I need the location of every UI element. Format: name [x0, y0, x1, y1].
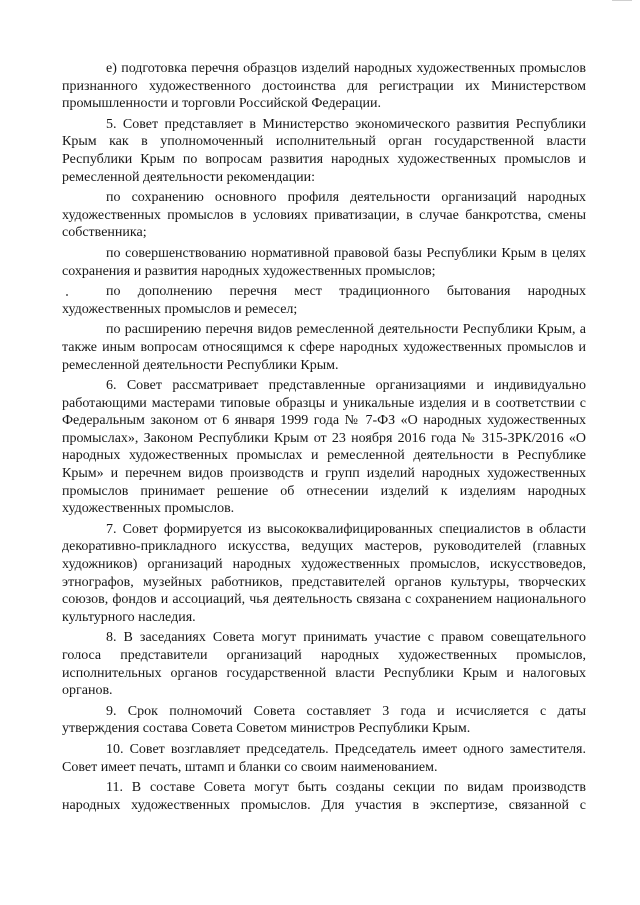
- scan-edge-mark: [612, 0, 632, 4]
- paragraph-10: 10. Совет возглавляет председатель. Председатель имеет одного заместителя. Совет имеет печать, штамп и бланки со своим наименованием.: [62, 741, 586, 775]
- paragraph-8: 8. В заседаниях Совета могут принимать участие с правом совещательного голоса представители организаций народных художественных промыслов, исполнительных органов государственной власти Республики Крым и налоговых органов.: [62, 630, 586, 699]
- paragraph-5-item-1: по сохранению основного профиля деятельности организаций народных художественных промыслов в условиях приватизации, в случае банкротства, смены собственника;: [62, 190, 586, 241]
- paragraph-5-item-3: по дополнению перечня мест традиционного бытования народных художественных промыслов и ремесел;: [62, 284, 586, 317]
- paragraph-5: 5. Совет представляет в Министерство экономического развития Республики Крым как в уполномоченный исполнительный орган государственной власти Республики Крым по вопросам развития народных художественных промыслов и ремесленной деятельности рекомендации:: [62, 116, 586, 185]
- paragraph-5-item-2: по совершенствованию нормативной правовой базы Республики Крым в целях сохранения и развития народных художественных промыслов;: [62, 245, 586, 279]
- paragraph-7: 7. Совет формируется из высококвалифицированных специалистов в области декоративно-прикладного искусства, ведущих мастеров, руководителей (главных художников) организаций народных художественных промыслов, искусствоведов, этнографов, музейных работников, представителей органов культуры, творческих союзов, фондов и ассоциаций, чья деятельность связана с сохранением национального культурного наследия.: [62, 521, 586, 625]
- paragraph-9: 9. Срок полномочий Совета составляет 3 года и исчисляется с даты утверждения состава Совета Советом министров Республики Крым.: [62, 703, 586, 737]
- paragraph-11: 11. В составе Совета могут быть созданы секции по видам производств народных художественных промыслов. Для участия в экспертизе, связанной с: [62, 780, 586, 813]
- paragraph-item-e: е) подготовка перечня образцов изделий народных художественных промыслов признанного художественного достоинства для регистрации их Министерством промышленности и торговли Российской Федерации.: [62, 61, 586, 112]
- document-page: [62, 60, 586, 817]
- paragraph-5-item-4: по расширению перечня видов ремесленной деятельности Республики Крым, а также иным вопросам относящимся к сфере народных художественных промыслов и ремесленной деятельности Республики Крым.: [62, 322, 586, 373]
- paragraph-6: 6. Совет рассматривает представленные организациями и индивидуально работающими мастерами типовые образцы и уникальные изделия и в соответствии с Федеральным законом от 6 января 1999 года № 7-ФЗ «О народных художественных промыслах», Законом Республики Крым от 23 ноября 2016 года № 315-ЗРК/2016 «О народных художественных промыслах и ремесленной деятельности в Республике Крым» и перечнем видов производств и групп изделий народных художественных промыслов принимает решение об отнесении изделий к изделиям народных художественных промыслов.: [62, 378, 586, 517]
